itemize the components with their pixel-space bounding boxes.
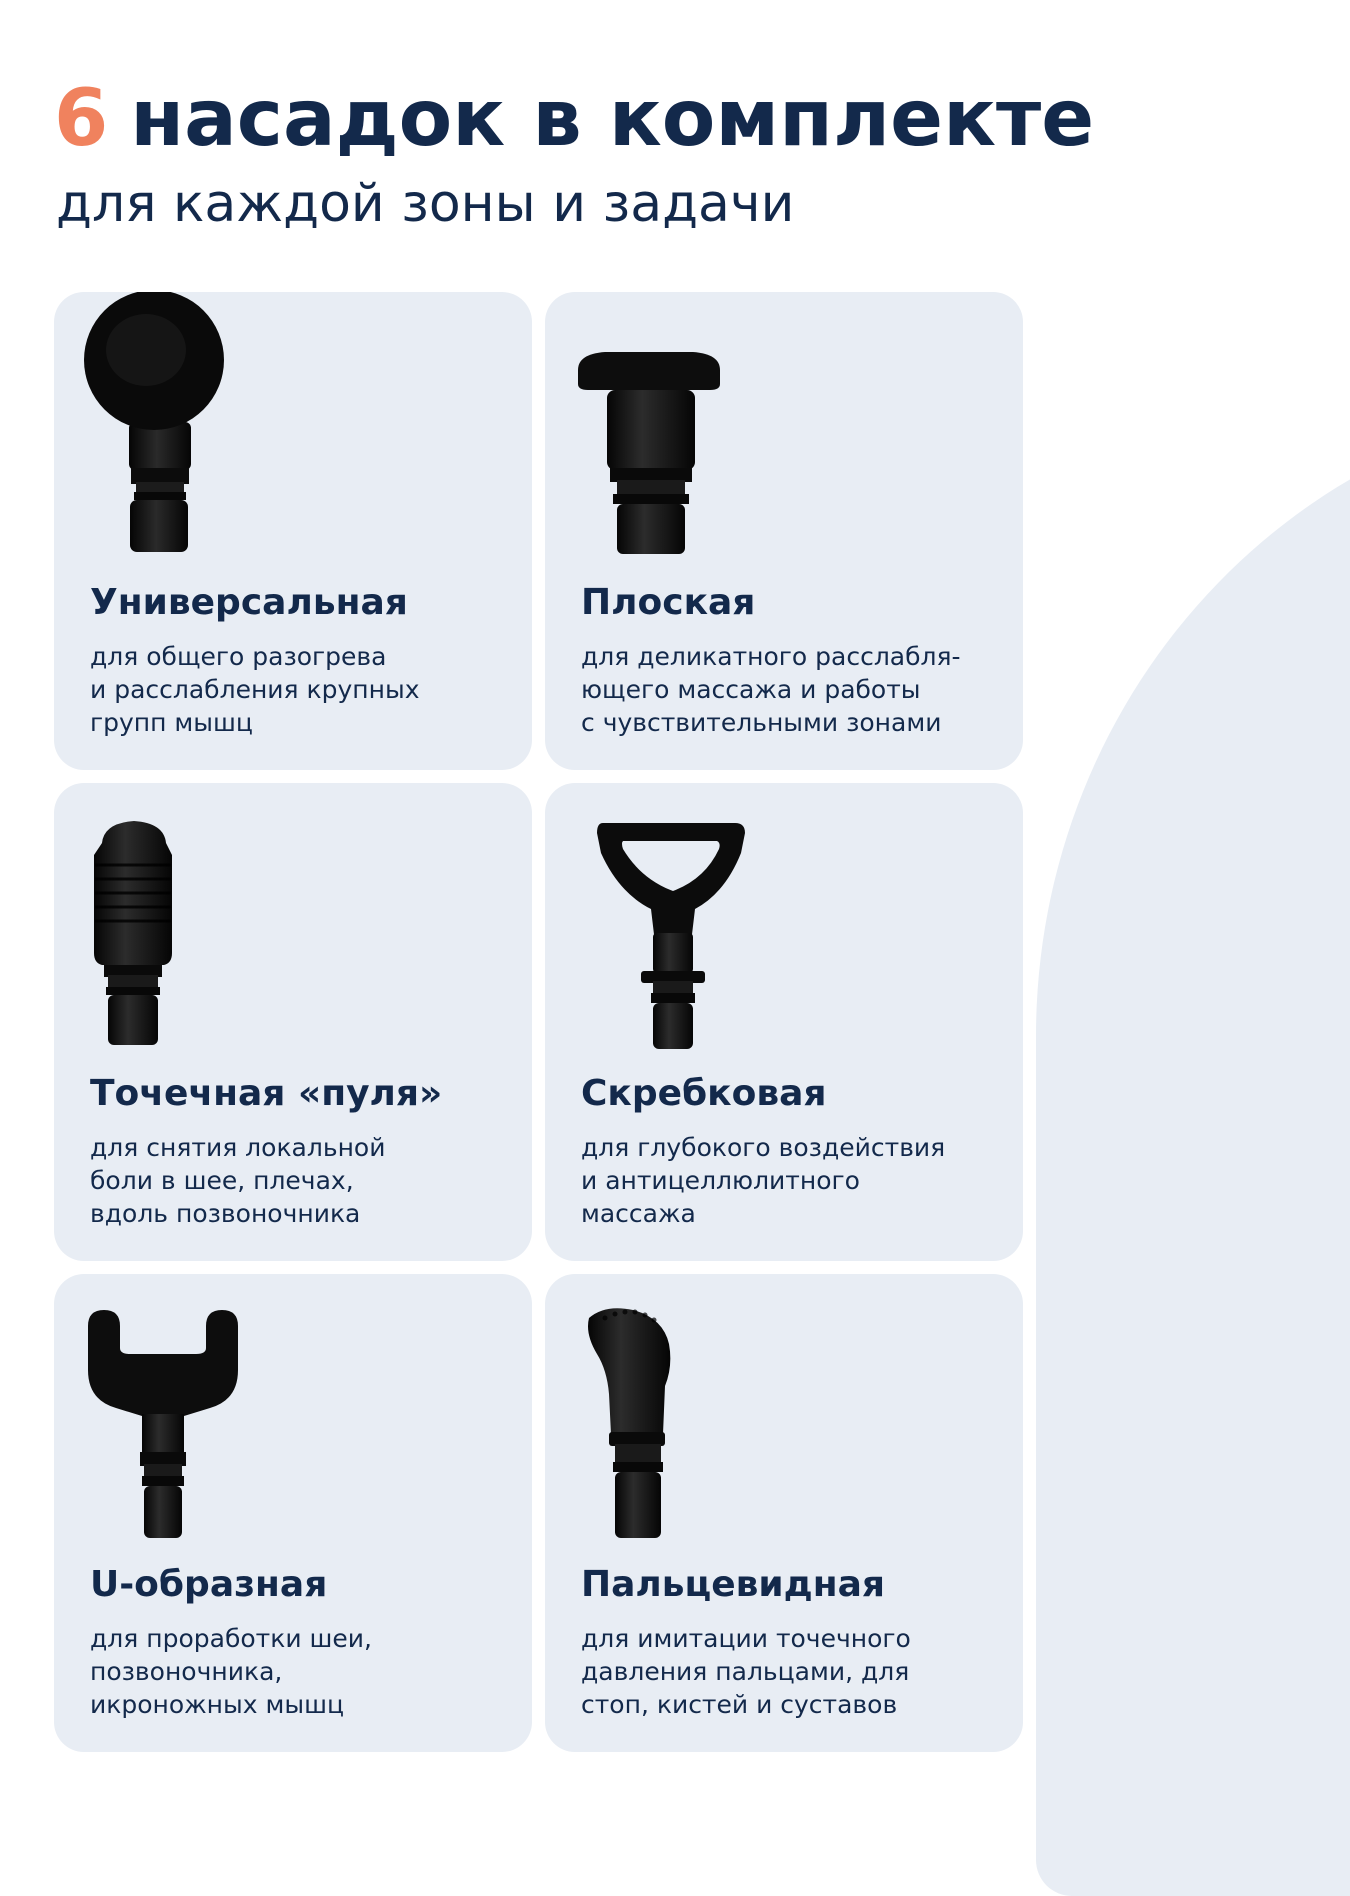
title-number: 6: [54, 74, 109, 164]
page-subtitle: для каждой зоны и задачи: [56, 174, 795, 234]
card-description: для имитации точечного давления пальцами, для стоп, кистей и суставов: [581, 1624, 911, 1719]
card-title: Пальцевидная: [581, 1564, 886, 1605]
bullet-attachment-icon: [54, 783, 532, 1083]
card-title: U-образная: [90, 1564, 328, 1605]
card-universal: [54, 292, 532, 770]
card-description: для глубокого воздействия и антицеллюлитного массажа: [581, 1133, 946, 1228]
card-title: Плоская: [581, 582, 756, 623]
card-finger: [545, 1274, 1023, 1752]
card-flat: [545, 292, 1023, 770]
background-arch: [1036, 396, 1350, 1896]
card-u-shaped: [54, 1274, 532, 1752]
card-description: для деликатного расслабля- ющего массажа и работы с чувствительными зонами: [581, 642, 961, 737]
card-description: для снятия локальной боли в шее, плечах, вдоль позвоночника: [90, 1133, 386, 1228]
card-title: Универсальная: [90, 582, 408, 623]
finger-attachment-icon: [545, 1274, 1023, 1574]
page-title: [54, 74, 1095, 164]
card-title: Скребковая: [581, 1073, 827, 1114]
card-scraper: [545, 783, 1023, 1261]
card-description: для общего разогрева и расслабления крупных групп мышц: [90, 642, 420, 737]
card-title: Точечная «пуля»: [90, 1073, 443, 1114]
flat-attachment-icon: [545, 292, 1023, 592]
scraper-attachment-icon: [545, 783, 1023, 1083]
card-bullet: [54, 783, 532, 1261]
title-text: насадок в комплекте: [130, 74, 1095, 164]
u-shaped-attachment-icon: [54, 1274, 532, 1574]
ball-attachment-icon: [54, 292, 532, 592]
card-description: для проработки шеи, позвоночника, икроножных мышц: [90, 1624, 372, 1719]
